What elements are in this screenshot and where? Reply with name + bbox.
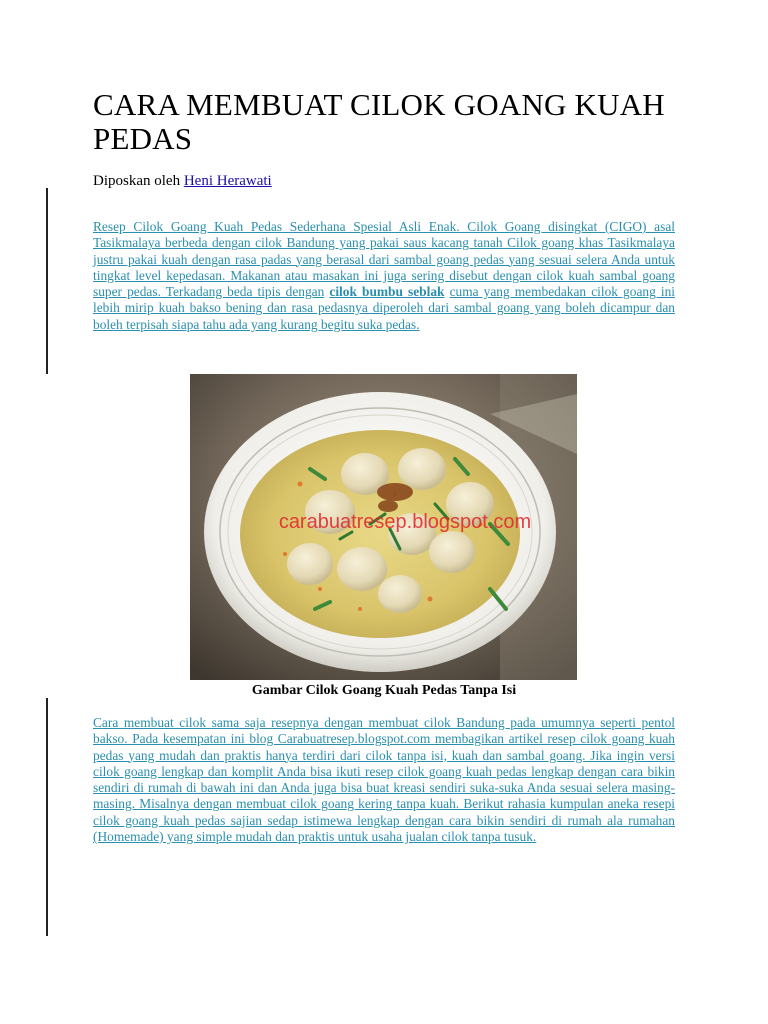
- intro-paragraph: [93, 219, 675, 333]
- margin-change-bar: [46, 698, 48, 936]
- image-caption: Gambar Cilok Goang Kuah Pedas Tanpa Isi: [251, 683, 517, 698]
- body-link-text[interactable]: Cara membuat cilok sama saja resepnya dengan membuat cilok Bandung pada umumnya seperti pentol bakso. Pada kesempatan ini blog Carabuatresep.blogspot.com membagikan artikel resep cilok goang kuah pedas yang mudah dan praktis hanya terdiri dari cilok tanpa isi, kuah dan sambal goang. Jika ingin versi cilok goang lengkap dan komplit Anda bisa ikuti resep cilok goang kuah pedas lengkap dengan cara bikin sendiri di rumah di bawah ini dan Anda juga bisa buat kreasi sendiri suka-suka Anda sesuai selera masing-masing. Misalnya dengan membuat cilok goang kering tanpa kuah. Berikut rahasia kumpulan aneka resepi cilok goang kuah pedas sajian sedap istimewa lengkap dengan cara bikin sendiri di rumah ala rumahan (Homemade) yang simple mudah dan praktis untuk usaha jualan cilok tanpa tusuk.: [93, 715, 675, 845]
- margin-change-bar: [46, 188, 48, 374]
- byline-prefix: Diposkan oleh: [93, 173, 181, 189]
- byline: [93, 172, 272, 190]
- author-link[interactable]: Heni Herawati: [183, 173, 272, 189]
- cilok-soup-photo: [190, 374, 577, 680]
- body-paragraph: [93, 715, 675, 845]
- intro-link-text-cont[interactable]: cuma yang membedakan cilok goang ini lebih mirip kuah bakso bening dan rasa pedasnya diperoleh dari sambal goang yang boleh dicampur dan boleh terpisah siapa tahu ada yang kurang begitu suka pedas.: [93, 284, 675, 332]
- intro-link-text[interactable]: Resep Cilok Goang Kuah Pedas Sederhana Spesial Asli Enak. Cilok Goang disingkat (CIGO) asal Tasikmalaya berbeda dengan cilok Bandung yang pakai saus kacang tanah Cilok goang khas Tasikmalaya justru pakai kuah dengan rasa padas yang berasal dari sambal goang pedas yang sesuai selera Anda untuk tingkat level kepedasan. Makanan atau masakan ini juga sering disebut dengan cilok kuah sambal goang super pedas. Terkadang beda tipis dengan: [93, 219, 675, 300]
- seblak-link[interactable]: cilok bumbu seblak: [329, 284, 445, 300]
- page-title: CARA MEMBUAT CILOK GOANG KUAH PEDAS: [93, 87, 665, 156]
- image-watermark: carabuatresep.blogspot.com: [278, 511, 532, 533]
